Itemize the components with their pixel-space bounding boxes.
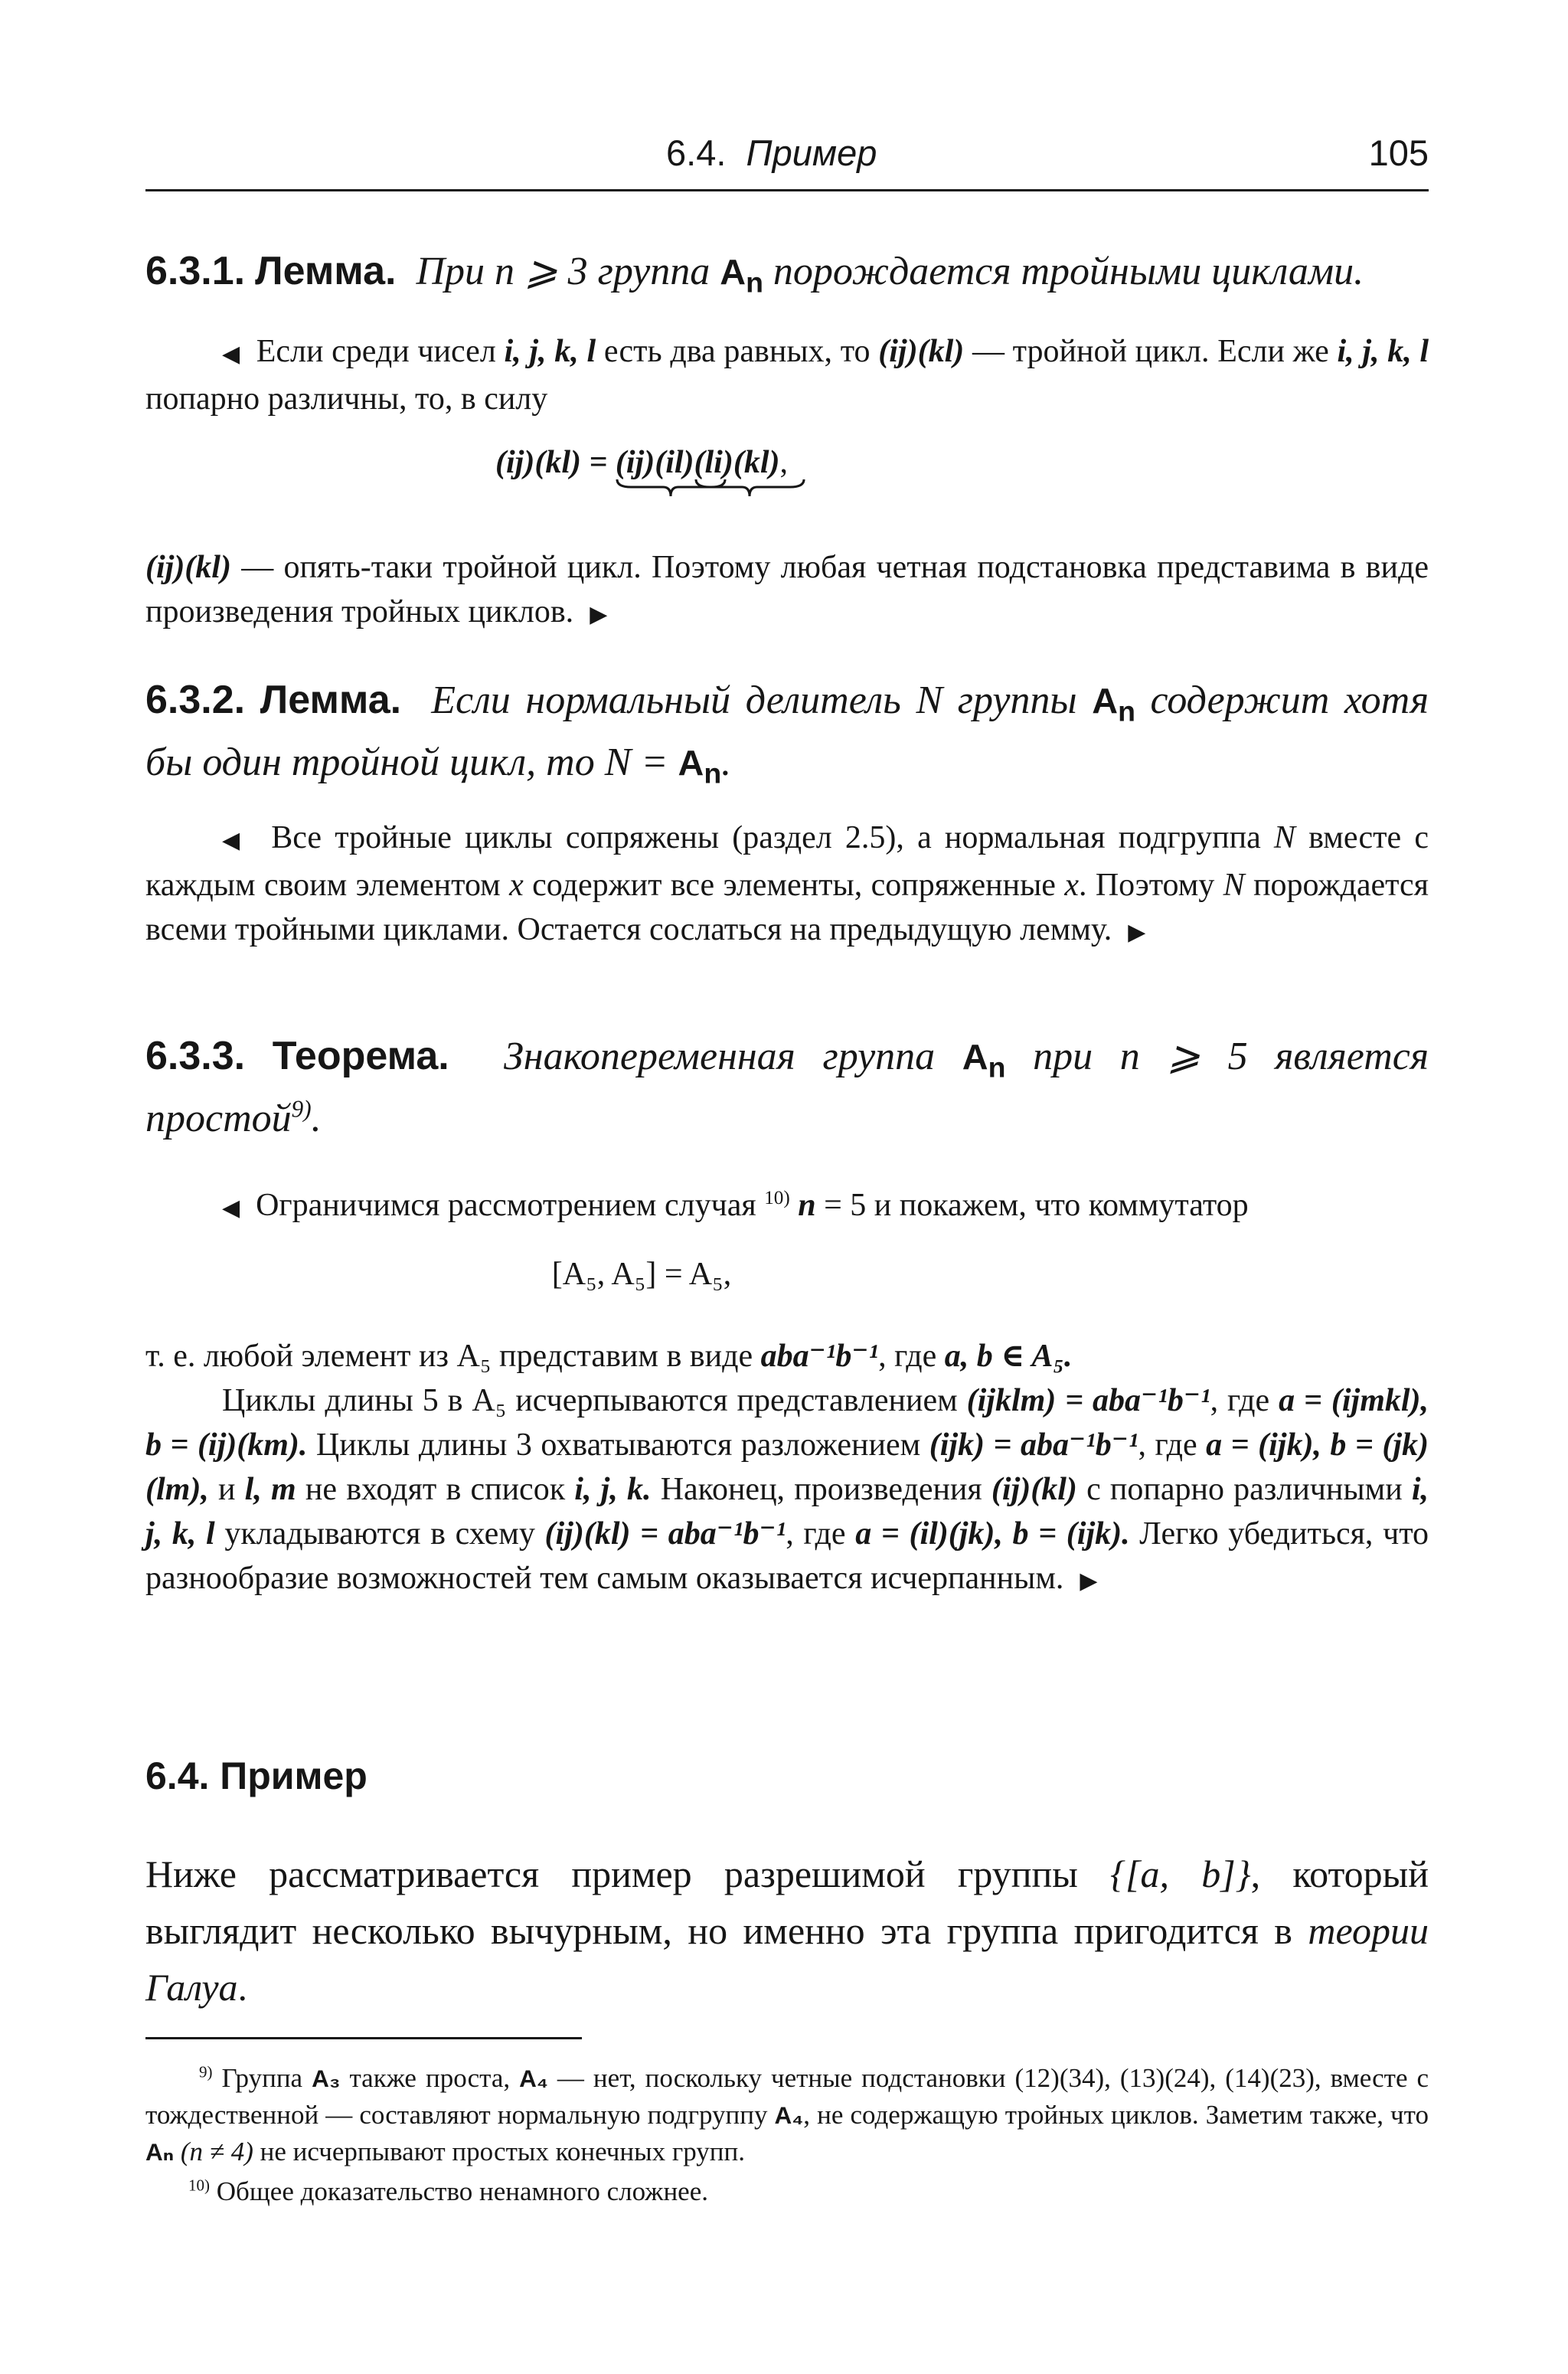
section-text: Ниже рассматривается пример разрешимой группы {[a, b]}, который выглядит несколько вычурным, но именно эта группа пригодится в теории Галуа.: [145, 1852, 1429, 2009]
header-rule: [145, 189, 1429, 191]
lemma-kind: Лемма.: [260, 678, 402, 722]
lemma-statement: При n ⩾ 3 группа $A_n$ порождается тройными циклами.: [416, 250, 1364, 299]
lemma-heading: [145, 245, 1429, 308]
proof-paragraph: т. е. любой элемент из A₅ представим в виде aba⁻¹b⁻¹, где a, b ∈ A₅.: [145, 1339, 1073, 1374]
proof-paragraph: ◀ Если среди чисел i, j, k, l есть два равных, то (ij)(kl) — тройной цикл. Если же i, j, k, l попарно различны, то, в силу: [145, 334, 1429, 417]
proof-paragraph: ◀ Ограничимся рассмотрением случая $^{10)}$ n = 5 и покажем, что коммутатор: [222, 1187, 1249, 1223]
footnote-9: $^{9)}$ Группа A₃ также проста, A₄ — нет, поскольку четные подстановки (12)(34), (13)(24), (14)(23), вместе с тождественной — составляют нормальную подгруппу A₄, не содержащую тройных циклов. Заметим также, что Aₙ (n ≠ 4) не исчерпывают простых конечных групп.: [145, 2062, 1429, 2166]
lemma-number: 6.3.2.: [145, 678, 246, 722]
proof-paragraph: Циклы длины 5 в A₅ исчерпываются представлением (ijklm) = aba⁻¹b⁻¹, где a = (ijmkl), b = (ij)(km). Циклы длины 3 охватываются разложением (ijk) = aba⁻¹b⁻¹, где a = (ijk), b = (jk)(lm), и l, m не входят в список i, j, k. Наконец, произведения (ij)(kl) с попарно различными i, j, k, l укладываются в схему (ij)(kl) = aba⁻¹b⁻¹, где a = (il)(jk), b = (ijk). Легко убедиться, что разнообразие возможностей тем самым оказывается исчерпанным. ▶: [145, 1383, 1429, 1596]
header-section: [666, 132, 877, 174]
lemma-6-3-2-proof: [145, 816, 1429, 955]
running-header: [145, 132, 1429, 185]
proof-start-marker: ◀: [222, 341, 240, 368]
lemma-kind: Лемма.: [255, 249, 397, 293]
theorem-kind: Теорема.: [272, 1034, 449, 1078]
display-formula-1: (ij)(kl) = (ij)(il) (li)(kl) ,: [0, 444, 1283, 481]
theorem-heading: [145, 1030, 1429, 1145]
lemma-6-3-1: [145, 245, 1429, 308]
section-heading: 6.4. Пример: [145, 1754, 368, 1797]
lemma-number: 6.3.1.: [145, 249, 246, 293]
lemma-6-3-1-proof: [145, 329, 1429, 421]
footnote-ref-10[interactable]: 10): [764, 1187, 790, 1208]
footnote-rule: [145, 2037, 582, 2039]
theorem-number: 6.3.3.: [145, 1034, 246, 1078]
page-number: 105: [1368, 132, 1429, 173]
proof-paragraph: ◀ Все тройные циклы сопряжены (раздел 2.5), а нормальная подгруппа N вместе с каждым своим элементом x содержит все элементы, сопряженные x. Поэтому N порождается всеми тройными циклами. Остается сослаться на предыдущую лемму. ▶: [145, 820, 1429, 947]
footnote-mark: 9): [199, 2062, 213, 2081]
underbrace-group-2: (li)(kl): [694, 444, 780, 481]
lemma-heading: [145, 674, 1429, 800]
proof-paragraph: (ij)(kl) — опять-таки тройной цикл. Поэтому любая четная подстановка представима в виде произведения тройных циклов. ▶: [145, 550, 1429, 629]
galois-theory-link[interactable]: теории Галуа: [145, 1909, 1429, 2009]
header-section-title: Пример: [746, 132, 877, 173]
theorem-6-3-3: [145, 1030, 1429, 1145]
display-formula-2: [A₅, A₅] = A₅,: [551, 1257, 732, 1292]
lemma-6-3-1-proof-cont: [145, 545, 1429, 637]
formula-lhs: (ij)(kl) =: [495, 445, 608, 480]
lemma-6-3-2: [145, 674, 1429, 800]
section-paragraph: [145, 1846, 1429, 2016]
footnotes: [145, 2060, 1429, 2210]
proof-end-marker: ▶: [1128, 919, 1146, 946]
proof-start-marker: ◀: [222, 1195, 240, 1221]
lemma-statement: Если нормальный делитель N группы $A_n$ содержит хотя бы один тройной цикл, то $N = A_n$.: [145, 679, 1429, 790]
proof-start-marker: ◀: [222, 827, 245, 854]
theorem-proof-body: [145, 1334, 1429, 1604]
footnote-ref-9[interactable]: 9): [291, 1095, 312, 1123]
footnote-10: $^{10)}$ Общее доказательство ненамного сложнее.: [188, 2176, 709, 2206]
footnote-mark: 10): [188, 2176, 210, 2195]
theorem-proof-line1: [145, 1183, 1429, 1231]
underbrace-icon: [694, 478, 805, 498]
underbrace-group-1: (ij)(il): [616, 444, 694, 481]
proof-end-marker: ▶: [590, 601, 608, 628]
header-section-number: 6.4.: [666, 132, 727, 173]
proof-end-marker: ▶: [1080, 1568, 1098, 1594]
theorem-statement: Знакопеременная группа $A_n$ при n ⩾ 5 является простой$^{9)}$.: [145, 1035, 1429, 1141]
